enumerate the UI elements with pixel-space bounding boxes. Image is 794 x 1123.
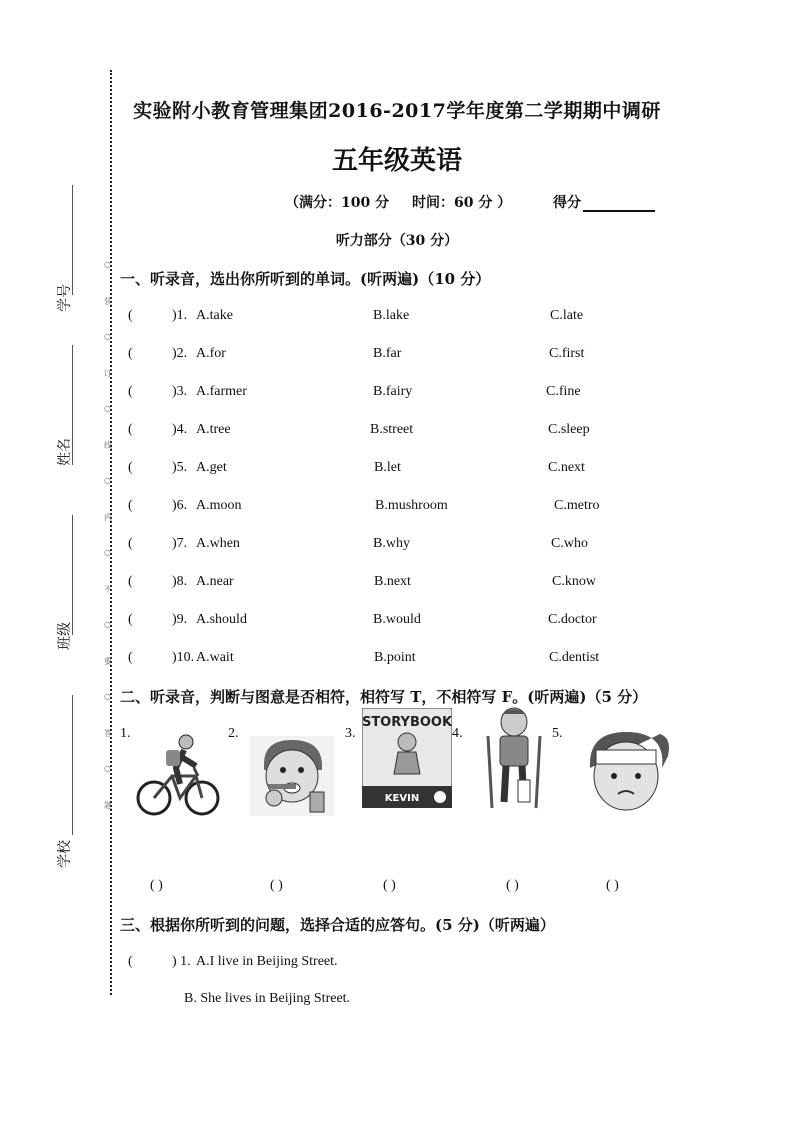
boy-brushing-teeth-icon [250,736,334,816]
section3-title: 三、根据你所听到的问题，选择合适的应答句。(5 分)（听两遍） [120,916,555,934]
binding-cut-char: 答 [104,729,112,738]
option-b[interactable]: B.lake [373,308,410,323]
student-id-line[interactable] [72,185,73,295]
option-c[interactable]: C.know [552,574,596,589]
answer-blank[interactable]: ( ) [383,878,396,893]
class-line[interactable] [72,515,73,635]
option-b[interactable]: B.would [373,612,421,627]
option-c[interactable]: C.doctor [548,612,597,627]
exam-time: 时间：60 分 ） [412,195,512,211]
answer-paren[interactable]: ( [128,498,133,513]
full-marks: （满分：100 分 [285,195,390,211]
score-blank[interactable] [583,196,655,212]
option-a[interactable]: A.near [196,574,234,589]
question-number: ) 1. [172,954,191,969]
option-c[interactable]: C.who [551,536,588,551]
binding-cut-char: ○ [104,548,111,557]
option-c[interactable]: C.next [548,460,585,475]
option-b[interactable]: B.next [374,574,411,589]
option-b[interactable]: B.let [374,460,401,475]
question-number: )10. [172,650,195,665]
binding-cut-char: ○ [104,332,111,341]
question-number: )4. [172,422,188,437]
answer-blank[interactable]: ( ) [150,878,163,893]
answer-paren[interactable]: ( [128,422,133,437]
storybook-icon [362,708,452,808]
question-number: )8. [172,574,188,589]
binding-cut-char: ○ [104,692,111,701]
answer-paren[interactable]: ( [128,346,133,361]
option-a[interactable]: A.I live in Beijing Street. [196,954,338,969]
picture-number: 3. [345,726,356,741]
storybook-title: STORYBOOK [362,715,452,730]
answer-paren[interactable]: ( [128,384,133,399]
option-b[interactable]: B.street [370,422,414,437]
picture-number: 1. [120,726,131,741]
answer-paren[interactable]: ( [128,650,133,665]
answer-paren[interactable]: ( [128,574,133,589]
option-b[interactable]: B.why [373,536,410,551]
answer-blank[interactable]: ( ) [606,878,619,893]
question-number: )2. [172,346,188,361]
storybook-author: KEVIN [384,793,420,804]
section1-title: 一、听录音，选出你所听到的单词。(听两遍)（10 分） [120,270,491,288]
option-c[interactable]: C.fine [546,384,581,399]
binding-cut-char: ○ [104,620,111,629]
binding-cut-char: 线 [104,441,112,450]
binding-cut-char: 不 [104,585,112,594]
binding-cut-char: ○ [104,260,111,269]
page-title: 实验附小教育管理集团2016-2017学年度第二学期期中调研 [133,100,661,122]
page-subtitle: 五年级英语 [331,146,462,176]
boy-on-crutches-icon [478,706,548,810]
answer-paren[interactable]: ( [128,460,133,475]
cyclist-icon [136,732,220,818]
binding-cut-char: 题 [104,801,112,810]
question-number: )3. [172,384,188,399]
option-c[interactable]: C.sleep [548,422,590,437]
binding-cut-char: 装 [104,297,112,306]
option-a[interactable]: A.for [196,346,226,361]
option-a[interactable]: A.when [196,536,240,551]
question-number: )9. [172,612,188,627]
option-b[interactable]: B.mushroom [375,498,448,513]
answer-blank[interactable]: ( ) [506,878,519,893]
option-c[interactable]: C.first [549,346,585,361]
picture-number: 2. [228,726,239,741]
option-b[interactable]: B.fairy [373,384,413,399]
option-c[interactable]: C.dentist [549,650,600,665]
option-b[interactable]: B.point [374,650,416,665]
score-label: 得分 [553,195,581,211]
binding-cut-char: 要 [104,657,112,666]
question-number: )6. [172,498,188,513]
binding-cut-char: ○ [104,764,111,773]
binding-cut-char: 订 [104,369,112,378]
school-label: 学校 [57,840,73,868]
option-a[interactable]: A.take [196,308,233,323]
answer-blank[interactable]: ( ) [270,878,283,893]
binding-cut-char: ○ [104,476,111,485]
listening-heading: 听力部分（30 分） [335,233,459,249]
student-id-label: 学号 [57,284,73,312]
answer-paren[interactable]: ( [128,612,133,627]
score-field [553,192,655,212]
option-a[interactable]: A.get [196,460,227,475]
option-a[interactable]: A.wait [196,650,234,665]
class-label: 班级 [57,622,73,650]
name-label: 姓名 [57,438,73,466]
picture-number: 5. [552,726,563,741]
option-b[interactable]: B. She lives in Beijing Street. [184,991,351,1006]
section2-title: 二、听录音，判断与图意是否相符，相符写 T，不相符写 F。(听两遍)（5 分） [120,688,648,706]
binding-dotted-line [110,70,112,995]
school-line[interactable] [72,695,73,835]
question-number: )1. [172,308,188,323]
option-a[interactable]: A.should [196,612,247,627]
binding-cut-char: ○ [104,404,111,413]
picture-number: 4. [452,726,463,741]
sick-girl-icon [582,728,670,816]
option-a[interactable]: A.moon [196,498,242,513]
question-number: )7. [172,536,188,551]
question-number: )5. [172,460,188,475]
open-paren[interactable]: ( [128,954,133,969]
binding-cut-char: 内 [104,513,112,522]
answer-paren[interactable]: ( [128,308,133,323]
option-a[interactable]: A.tree [196,422,231,437]
answer-paren[interactable]: ( [128,536,133,551]
option-c[interactable]: C.late [550,308,584,323]
option-a[interactable]: A.farmer [196,384,247,399]
option-b[interactable]: B.far [373,346,402,361]
option-c[interactable]: C.metro [554,498,600,513]
